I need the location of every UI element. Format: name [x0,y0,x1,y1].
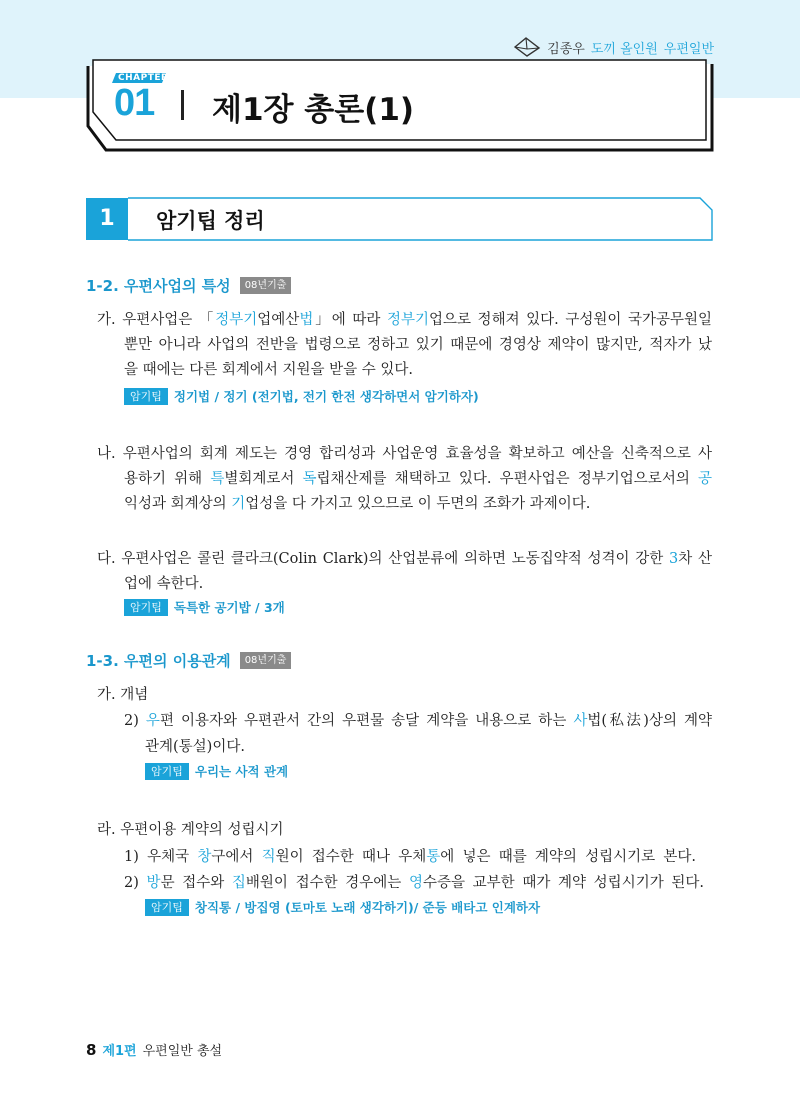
tip-label: 암기팁 [124,388,168,405]
text-line: 2) 우편 이용자와 우편관서 간의 우편물 송달 계약을 내용으로 하는 사법(私法)상의 계약 [124,713,713,729]
subject-name: 우편일반 [663,41,714,57]
subsection-title: 1-2. 우편사업의 특성 [86,277,231,295]
page-number: 8 [86,1041,97,1059]
tip-label: 암기팁 [124,599,168,616]
tip-text: 우리는 사적 관계 [194,764,289,779]
tip-text: 창직통 / 방집영 (토마토 노래 생각하기)/ 준등 배타고 인계하자 [194,900,541,915]
text-line: 뿐만 아니라 사업의 전반을 법령으로 정하고 있기 때문에 경영상 제약이 많지만, 적자가 났 [124,337,712,353]
memory-tip [145,762,288,780]
author-name: 김종우 [547,41,585,57]
text-line: 1) 우체국 창구에서 직원이 접수한 때나 우체통에 넣은 때를 계약의 성립시기로 본다. [124,849,696,865]
page-footer [86,1040,222,1059]
section-title: 암기팁 정리 [156,209,265,233]
text-line: 용하기 위해 특별회계로서 독립채산제를 채택하고 있다. 우편사업은 정부기업으로서의 공 [124,471,712,487]
exam-badge: 08년기출 [240,277,292,294]
chapter-title: 제1장 총론(1) [212,92,415,128]
part-label: 제1편 [102,1044,137,1059]
chapter-label: CHAPTER [118,73,169,83]
text-line: 2) 방문 접수와 집배원이 접수한 경우에는 영수증을 교부한 때가 계약 성립시기가 된다. [124,875,704,891]
text-line: 업에 속한다. [124,576,204,592]
text-line: 라. 우편이용 계약의 성립시기 [97,822,284,838]
part-title: 우편일반 총설 [142,1044,223,1059]
subsection-heading-1-2 [86,275,291,296]
subsection-title: 1-3. 우편의 이용관계 [86,652,231,670]
subsection-heading-1-3 [86,650,291,671]
tip-label: 암기팁 [145,899,189,916]
chapter-number: 01 [114,82,155,124]
text-line: 관계(통설)이다. [145,739,245,755]
memory-tip [124,598,285,616]
tip-label: 암기팁 [145,763,189,780]
exam-badge: 08년기출 [240,652,292,669]
text-line: 가. 우편사업은 「정부기업예산법」에 따라 정부기업으로 정해져 있다. 구성원이 국가공무원일 [97,312,712,328]
text-line: 다. 우편사업은 콜린 클라크(Colin Clark)의 산업분류에 의하면 노동집약적 성격이 강한 3차 산 [97,551,712,567]
text-line: 을 때에는 다른 회계에서 지원을 받을 수 있다. [124,362,413,378]
tip-text: 독특한 공기밥 / 3개 [173,600,285,615]
series-name: 도끼 올인원 [590,41,658,57]
memory-tip [124,387,479,405]
text-line: 가. 개념 [97,687,149,703]
section-number: 1 [86,198,128,240]
text-line: 익성과 회계상의 기업성을 다 가지고 있으므로 이 두면의 조화가 과제이다. [124,496,591,512]
text-line: 나. 우편사업의 회계 제도는 경영 합리성과 사업운영 효율성을 확보하고 예산을 신축적으로 사 [97,446,712,462]
tip-text: 정기법 / 정기 (전기법, 전기 한전 생각하면서 암기하자) [173,389,479,404]
memory-tip [145,898,540,916]
